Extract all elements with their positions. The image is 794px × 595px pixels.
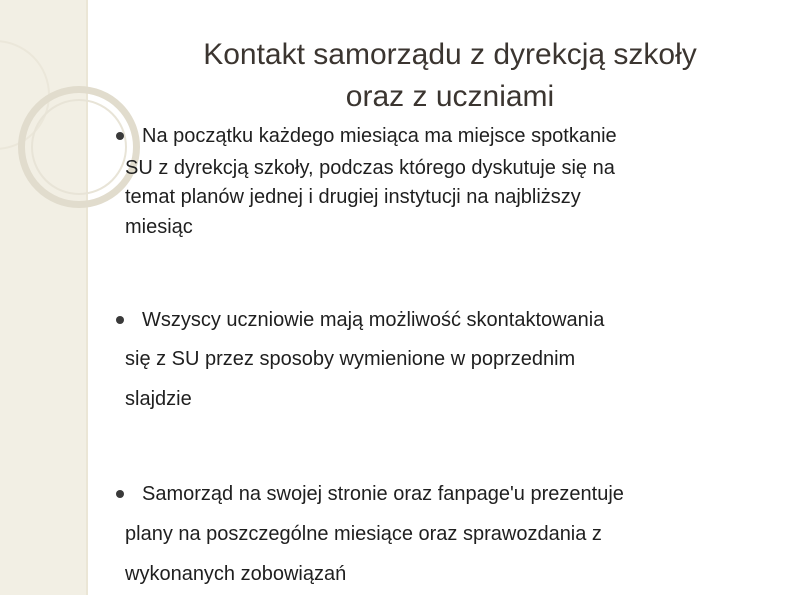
- bullet-3-line-2: plany na poszczególne miesiące oraz sprawozdania z: [125, 523, 602, 545]
- bullet-1-line-3: temat planów jednej i drugiej instytucji na najbliższy: [125, 186, 581, 208]
- slide-title: [120, 34, 780, 118]
- slide-title-line-2: oraz z uczniami: [345, 80, 555, 113]
- slide-title-line-1: Kontakt samorządu z dyrekcją szkoły: [203, 38, 697, 71]
- bullet-1-line-4: miesiąc: [125, 216, 193, 238]
- bullet-1-line-1: Na początku każdego miesiąca ma miejsce spotkanie: [142, 125, 617, 147]
- decorative-inner-ring-icon: [31, 99, 127, 195]
- bullet-3-line-1: Samorząd na swojej stronie oraz fanpage'u prezentuje: [142, 483, 624, 505]
- bullet-dot-icon: [116, 490, 124, 498]
- bullet-1-line-2: SU z dyrekcją szkoły, podczas którego dyskutuje się na: [125, 157, 615, 179]
- bullet-dot-icon: [116, 132, 124, 140]
- bullet-2-line-3: slajdzie: [125, 388, 192, 410]
- bullet-dot-icon: [116, 316, 124, 324]
- bullet-2-line-1: Wszyscy uczniowie mają możliwość skontaktowania: [142, 309, 605, 331]
- bullet-2-line-2: się z SU przez sposoby wymienione w poprzednim: [125, 348, 576, 370]
- bullet-3-line-3: wykonanych zobowiązań: [125, 563, 347, 585]
